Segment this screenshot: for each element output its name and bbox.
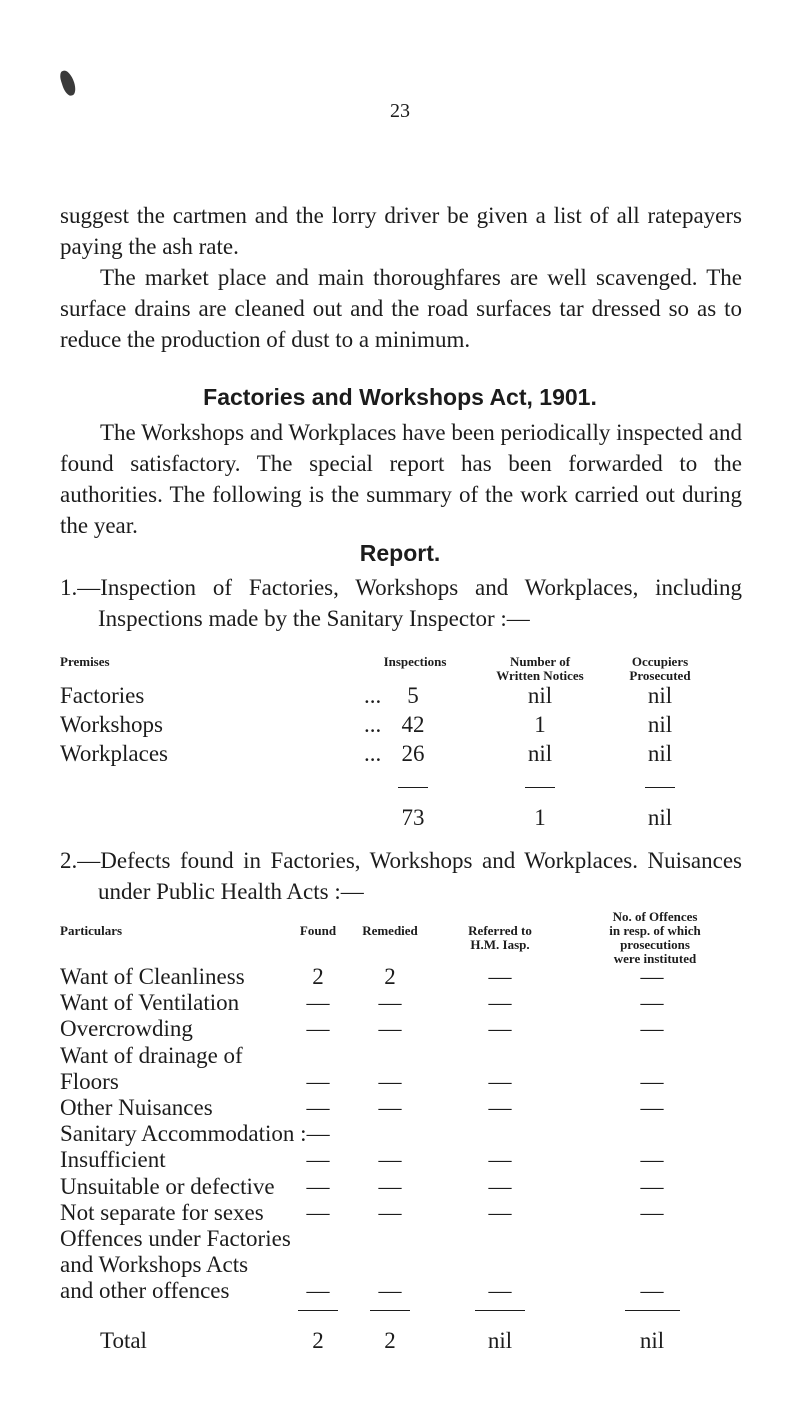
header-referred-2: H.M. Iasp. <box>470 937 530 952</box>
offences-cell: — <box>640 990 664 1015</box>
total-rule <box>475 1310 525 1311</box>
particulars-cell: Unsuitable or defective <box>60 1174 275 1199</box>
remedied-cell: — <box>378 1069 402 1094</box>
particulars-cell: Insufficient <box>60 1147 166 1172</box>
page-number: 23 <box>390 100 410 122</box>
referred-cell: — <box>488 1016 512 1041</box>
notices-cell: nil <box>527 683 553 708</box>
header-referred-1: Referred to <box>468 923 532 938</box>
found-cell: — <box>306 1278 330 1303</box>
particulars-cell: Want of drainage of <box>60 1043 243 1068</box>
market-paragraph: The market place and main thoroughfares are well scavenged. The surface drains are cleaned out and the road surfaces tar dressed so as to reduce the production of dust to a minimum. <box>60 265 742 352</box>
referred-cell: — <box>488 1174 512 1199</box>
inspections-cell: 42 <box>401 712 425 737</box>
remedied-cell: — <box>378 1278 402 1303</box>
header-notices-1: Number of <box>509 654 571 669</box>
offences-cell: — <box>640 1278 664 1303</box>
remedied-cell: — <box>378 1095 402 1120</box>
referred-total: nil <box>487 1328 513 1353</box>
found-cell: — <box>306 1200 330 1225</box>
notices-cell: nil <box>527 741 553 766</box>
premises-cell: Workplaces <box>60 741 168 766</box>
particulars-cell: Sanitary Accommodation :— <box>60 1121 330 1146</box>
workshops-paragraph: The Workshops and Workplaces have been periodically inspected and found satisfactory. The special report has been forwarded to the authorities. The following is the summary of the work carried out during the year. <box>60 420 742 538</box>
particulars-cell: Overcrowding <box>60 1016 193 1041</box>
referred-cell: — <box>488 1095 512 1120</box>
particulars-cell: Floors <box>60 1069 119 1094</box>
leader-dots: ... <box>364 712 382 737</box>
table1-caption: 1.—Inspection of Factories, Workshops and Workplaces, including Inspections made by the Sanitary Inspector :— <box>60 575 742 631</box>
total-rule <box>298 1310 338 1311</box>
referred-cell: — <box>488 1200 512 1225</box>
found-cell: — <box>306 1069 330 1094</box>
header-inspections: Inspections <box>383 654 447 669</box>
referred-cell: — <box>488 1147 512 1172</box>
header-offences-1: No. of Offences <box>612 909 698 924</box>
remedied-cell: — <box>378 1147 402 1172</box>
total-label: Total <box>100 1328 147 1353</box>
offences-cell: — <box>640 1147 664 1172</box>
header-occupiers-2: Prosecuted <box>629 668 691 683</box>
remedied-cell: — <box>378 1016 402 1041</box>
found-cell: — <box>306 1174 330 1199</box>
offences-cell: — <box>640 1200 664 1225</box>
inspections-cell: 26 <box>401 741 425 766</box>
leader-dots: ... <box>364 741 382 766</box>
intro-paragraph: suggest the cartmen and the lorry driver be given a list of all ratepayers paying the ash rate. <box>60 203 742 259</box>
premises-cell: Workshops <box>60 712 163 737</box>
header-premises: Premises <box>60 654 110 669</box>
notices-total: 1 <box>534 805 546 830</box>
remedied-cell: 2 <box>384 964 396 989</box>
found-cell: — <box>306 990 330 1015</box>
header-offences-4: were instituted <box>613 951 697 966</box>
offences-cell: — <box>640 964 664 989</box>
offences-total: nil <box>639 1328 665 1353</box>
found-cell: — <box>306 1016 330 1041</box>
found-cell: — <box>306 1095 330 1120</box>
particulars-cell: Offences under Factories <box>60 1226 291 1251</box>
referred-cell: — <box>488 1069 512 1094</box>
particulars-cell: Want of Cleanliness <box>60 964 245 989</box>
found-total: 2 <box>312 1328 324 1353</box>
inspections-cell: 5 <box>407 683 419 708</box>
total-rule <box>525 787 555 788</box>
occupiers-cell: nil <box>647 741 673 766</box>
header-found: Found <box>299 923 337 938</box>
ink-blot <box>58 69 77 97</box>
header-offences-2: in resp. of which <box>609 923 701 938</box>
offences-cell: — <box>640 1174 664 1199</box>
referred-cell: — <box>488 964 512 989</box>
referred-cell: — <box>488 1278 512 1303</box>
header-remedied: Remedied <box>362 923 418 938</box>
remedied-cell: — <box>378 990 402 1015</box>
referred-cell: — <box>488 990 512 1015</box>
remedied-total: 2 <box>384 1328 396 1353</box>
particulars-cell: Not separate for sexes <box>60 1200 264 1225</box>
occupiers-cell: nil <box>647 712 673 737</box>
header-particulars: Particulars <box>60 923 123 938</box>
total-rule <box>398 787 428 788</box>
leader-dots: ... <box>364 683 382 708</box>
report-heading: Report. <box>359 540 441 566</box>
remedied-cell: — <box>378 1174 402 1199</box>
notices-cell: 1 <box>534 712 546 737</box>
table2-caption: 2.—Defects found in Factories, Workshops and Workplaces. Nuisances under Public Health Acts :— <box>60 848 742 904</box>
total-rule <box>645 787 675 788</box>
premises-cell: Factories <box>60 683 145 708</box>
total-rule <box>370 1310 410 1311</box>
header-occupiers-1: Occupiers <box>631 654 689 669</box>
remedied-cell: — <box>378 1200 402 1225</box>
particulars-cell: Want of Ventilation <box>60 990 240 1015</box>
header-offences-3: prosecutions <box>620 937 690 952</box>
found-cell: 2 <box>312 964 324 989</box>
offences-cell: — <box>640 1069 664 1094</box>
particulars-cell: and other offences <box>60 1278 230 1303</box>
inspections-total: 73 <box>401 805 425 830</box>
occupiers-cell: nil <box>647 683 673 708</box>
particulars-cell: and Workshops Acts <box>60 1252 249 1277</box>
offences-cell: — <box>640 1095 664 1120</box>
found-cell: — <box>306 1147 330 1172</box>
total-rule <box>625 1310 680 1311</box>
act-heading: Factories and Workshops Act, 1901. <box>203 384 597 410</box>
particulars-cell: Other Nuisances <box>60 1095 213 1120</box>
occupiers-total: nil <box>647 805 673 830</box>
offences-cell: — <box>640 1016 664 1041</box>
header-notices-2: Written Notices <box>496 668 584 683</box>
